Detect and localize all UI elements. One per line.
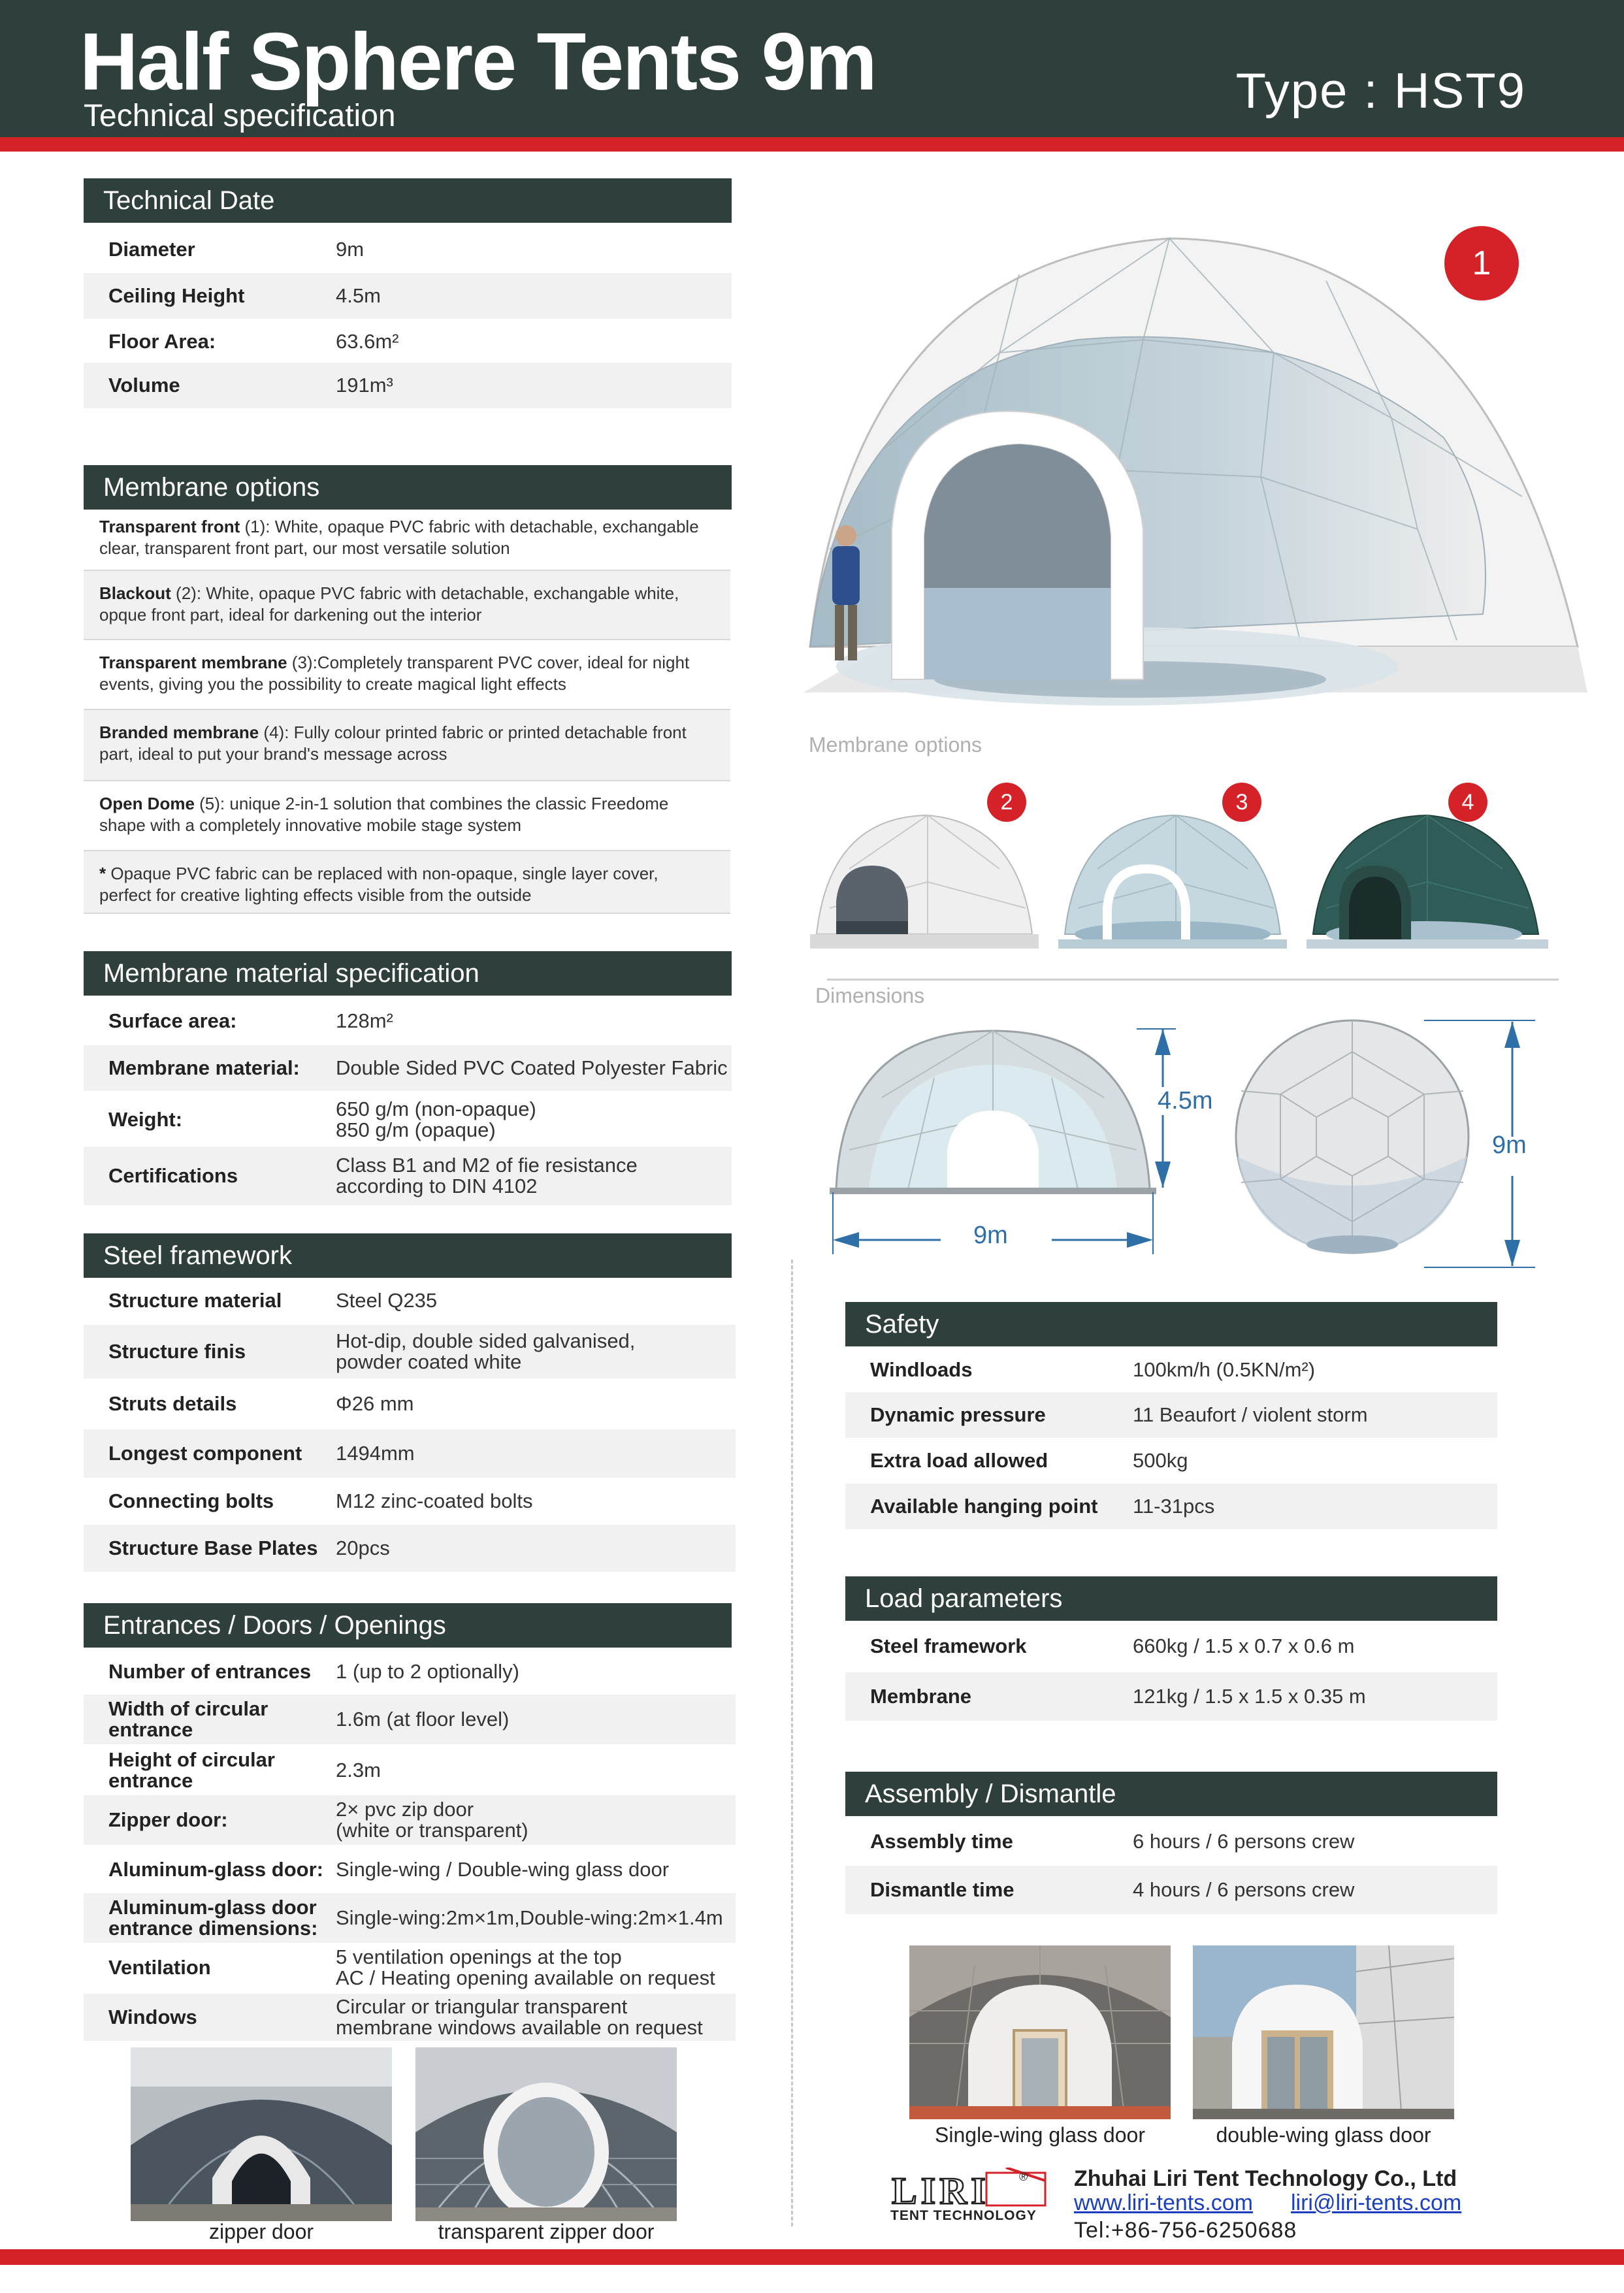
spec-value: 1 (up to 2 optionally) [336, 1660, 519, 1683]
spec-label: Windloads [870, 1358, 973, 1381]
page-title: Half Sphere Tents 9m [80, 17, 876, 107]
company-logo [888, 2168, 1052, 2224]
entr-row [84, 1695, 736, 1744]
membrane-option-name: Branded membrane [99, 723, 259, 742]
membrane-option-description: (5): unique 2-in-1 solution that combines the classic Freedome shape with a completely innovative mobile stage system [99, 794, 669, 835]
steel-row [84, 1478, 736, 1525]
entr-row [84, 1795, 736, 1845]
spec-label: Steel framework [870, 1634, 1027, 1657]
spec-label: Dismantle time [870, 1878, 1015, 1901]
spec-value: 100km/h (0.5KN/m²) [1133, 1358, 1316, 1381]
membrane-option-row [84, 511, 730, 571]
spec-value: Circular or triangular transparent membrane windows available on request [336, 1995, 703, 2039]
membrane-option-name: Transparent front [99, 517, 240, 536]
safety-row [845, 1484, 1497, 1529]
membrane-options-label: Membrane options [809, 733, 983, 756]
spec-value: 121kg / 1.5 x 1.5 x 0.35 m [1133, 1685, 1366, 1708]
company-email-link[interactable]: liri@liri-tents.com [1291, 2190, 1462, 2215]
spec-value: 4 hours / 6 persons crew [1133, 1878, 1355, 1901]
mem-mat-row [84, 1093, 732, 1146]
spec-label: Certifications [108, 1164, 238, 1187]
option-badge-2: 2 [987, 783, 1026, 822]
membrane-option-name: Blackout [99, 583, 171, 603]
top-view-dimension-drawing [1228, 1013, 1535, 1274]
logo-subtitle: TENT TECHNOLOGY [890, 2208, 1037, 2223]
footer-red-stripe [0, 2249, 1624, 2265]
spec-label: Aluminum-glass door: [108, 1858, 323, 1881]
spec-label: Ventilation [108, 1956, 211, 1979]
tech-row [84, 363, 732, 408]
double-wing-caption: double-wing glass door [1216, 2123, 1431, 2147]
spec-value: Class B1 and M2 of fie resistance according to DIN 4102 [336, 1154, 638, 1197]
spec-value: 11 Beaufort / violent storm [1133, 1403, 1368, 1426]
single-wing-caption: Single-wing glass door [935, 2123, 1145, 2147]
spec-value: 500kg [1133, 1449, 1188, 1472]
spec-label: Surface area: [108, 1009, 237, 1032]
entr-row [84, 1649, 736, 1695]
steel-row [84, 1525, 736, 1572]
membrane-option-row [84, 781, 730, 851]
membrane-option-name: Transparent membrane [99, 653, 287, 672]
entr-row [84, 1893, 736, 1943]
membrane-option-description: (2): White, opaque PVC fabric with detachable, exchangable white, opque front part, ideal for darkening out the interior [99, 583, 679, 625]
membrane-option-description: Opaque PVC fabric can be replaced with non-opaque, single layer cover, perfect for creative lighting effects visible from the outside [99, 864, 658, 905]
membrane-option-row [84, 710, 730, 781]
steel-row [84, 1380, 736, 1428]
spec-value: 63.6m² [336, 330, 399, 353]
spec-label: Weight: [108, 1108, 183, 1131]
membrane-option-name: * [99, 864, 106, 883]
load-row [845, 1622, 1497, 1670]
spec-label: Height of circular entrance [108, 1748, 275, 1792]
section-assembly: Assembly / Dismantle [845, 1772, 1497, 1816]
entr-row [84, 1746, 736, 1795]
spec-value: 2× pvc zip door (white or transparent) [336, 1798, 528, 1842]
spec-label: Ceiling Height [108, 284, 245, 307]
membrane-option-description: (4): Fully colour printed fabric or printed detachable front part, ideal to put your brand's message across [99, 723, 687, 764]
spec-label: Structure Base Plates [108, 1537, 318, 1559]
membrane-option-row [84, 640, 730, 710]
svg-text:®: ® [1019, 2170, 1028, 2183]
spec-value: 4.5m [336, 284, 381, 307]
height-dimension-label: 4.5m [1155, 1087, 1215, 1115]
membrane-option-row [84, 851, 730, 914]
membrane-option-name: Open Dome [99, 794, 195, 813]
company-telephone: Tel:+86-756-6250688 [1074, 2218, 1297, 2243]
spec-value: 660kg / 1.5 x 0.7 x 0.6 m [1133, 1634, 1355, 1657]
spec-value: 128m² [336, 1009, 393, 1032]
spec-value: 1494mm [336, 1442, 415, 1465]
safety-row [845, 1392, 1497, 1438]
spec-label: Connecting bolts [108, 1489, 274, 1512]
asm-row [845, 1817, 1497, 1866]
spec-label: Volume [108, 374, 180, 397]
option-badge-3: 3 [1222, 783, 1261, 822]
section-entrances: Entrances / Doors / Openings [84, 1603, 732, 1648]
width-dimension-label: 9m [973, 1222, 1008, 1249]
spec-label: Assembly time [870, 1830, 1013, 1853]
spec-value: 2.3m [336, 1759, 381, 1781]
option-badge-4: 4 [1448, 783, 1487, 822]
spec-value: Double Sided PVC Coated Polyester Fabric [336, 1056, 728, 1079]
spec-label: Width of circular entrance [108, 1697, 268, 1741]
spec-label: Extra load allowed [870, 1449, 1048, 1472]
spec-value: 20pcs [336, 1537, 390, 1559]
steel-row [84, 1429, 736, 1478]
blackout-dome-illustration [810, 804, 1039, 954]
spec-value: 5 ventilation openings at the top AC / Heating opening available on request [336, 1945, 715, 1989]
page-subtitle: Technical specification [84, 99, 396, 133]
spec-label: Aluminum-glass door entrance dimensions: [108, 1896, 318, 1940]
spec-label: Dynamic pressure [870, 1403, 1046, 1426]
spec-value: Steel Q235 [336, 1289, 438, 1312]
dimensions-divider [827, 979, 1559, 981]
spec-value: 1.6m (at floor level) [336, 1708, 510, 1731]
membrane-option-description: (1): White, opaque PVC fabric with detachable, exchangable clear, transparent front part, our most versatile solution [99, 517, 699, 558]
model-type: Type : HST9 [1235, 63, 1526, 119]
column-divider [791, 1260, 793, 2226]
mem-mat-row [84, 1045, 732, 1091]
zipper-door-caption: zipper door [208, 2220, 314, 2243]
section-technical-date: Technical Date [84, 178, 732, 223]
membrane-option-description: (3):Completely transparent PVC cover, ideal for night events, giving you the possibility to create magical light effects [99, 653, 690, 694]
section-safety: Safety [845, 1302, 1497, 1346]
header-red-stripe [0, 137, 1624, 152]
branded-dome-illustration [1307, 804, 1548, 954]
mem-mat-row [84, 998, 732, 1044]
spec-label: Number of entrances [108, 1660, 312, 1683]
steel-row [84, 1325, 736, 1378]
spec-label: Zipper door: [108, 1808, 228, 1831]
asm-row [845, 1866, 1497, 1914]
spec-label: Structure material [108, 1289, 282, 1312]
company-name: Zhuhai Liri Tent Technology Co., Ltd [1074, 2166, 1457, 2191]
zipper-door-photo [131, 2047, 392, 2221]
spec-value: Single-wing / Double-wing glass door [336, 1858, 670, 1881]
spec-value: 191m³ [336, 374, 393, 397]
steel-row [84, 1278, 736, 1324]
membrane-option-row [84, 571, 730, 640]
tech-row [84, 227, 732, 272]
tech-row [84, 319, 732, 365]
spec-value: M12 zinc-coated bolts [336, 1489, 533, 1512]
option-badge-1: 1 [1444, 226, 1519, 301]
entr-row [84, 1846, 736, 1893]
spec-label: Membrane material: [108, 1056, 300, 1079]
spec-label: Windows [108, 2006, 197, 2028]
logo-text: LIRI [892, 2170, 990, 2212]
spec-label: Available hanging point [870, 1495, 1098, 1518]
spec-label: Structure finis [108, 1340, 246, 1363]
spec-value: 11-31pcs [1133, 1495, 1215, 1518]
spec-label: Floor Area: [108, 330, 216, 353]
company-website-link[interactable]: www.liri-tents.com [1074, 2190, 1253, 2215]
spec-value: Hot-dip, double sided galvanised, powder coated white [336, 1329, 636, 1373]
spec-value: 650 g/m (non-opaque) 850 g/m (opaque) [336, 1098, 536, 1141]
spec-label: Struts details [108, 1392, 237, 1415]
entr-row [84, 1943, 736, 1992]
transparent-zipper-door-photo [415, 2047, 677, 2221]
section-membrane-options: Membrane options [84, 465, 732, 510]
diameter-dimension-label: 9m [1492, 1131, 1527, 1159]
single-wing-glass-door-photo [909, 1945, 1171, 2119]
load-row [845, 1672, 1497, 1721]
spec-label: Membrane [870, 1685, 972, 1708]
safety-row [845, 1348, 1497, 1392]
dimensions-label: Dimensions [815, 984, 925, 1007]
safety-row [845, 1438, 1497, 1484]
spec-value: Φ26 mm [336, 1392, 414, 1415]
transparent-zipper-door-caption: transparent zipper door [438, 2220, 655, 2243]
double-wing-glass-door-photo [1193, 1945, 1454, 2119]
transparent-dome-illustration [1058, 804, 1287, 954]
section-load-parameters: Load parameters [845, 1576, 1497, 1621]
spec-value: 9m [336, 238, 365, 261]
page-header [0, 0, 1624, 137]
entr-row [84, 1994, 736, 2041]
tech-row [84, 273, 732, 319]
spec-label: Diameter [108, 238, 195, 261]
spec-value: 6 hours / 6 persons crew [1133, 1830, 1355, 1853]
section-membrane-material: Membrane material specification [84, 951, 732, 996]
mem-mat-row [84, 1146, 732, 1205]
section-steel-framework: Steel framework [84, 1233, 732, 1278]
spec-label: Longest component [108, 1442, 302, 1465]
spec-value: Single-wing:2m×1m,Double-wing:2m×1.4m [336, 1906, 723, 1929]
